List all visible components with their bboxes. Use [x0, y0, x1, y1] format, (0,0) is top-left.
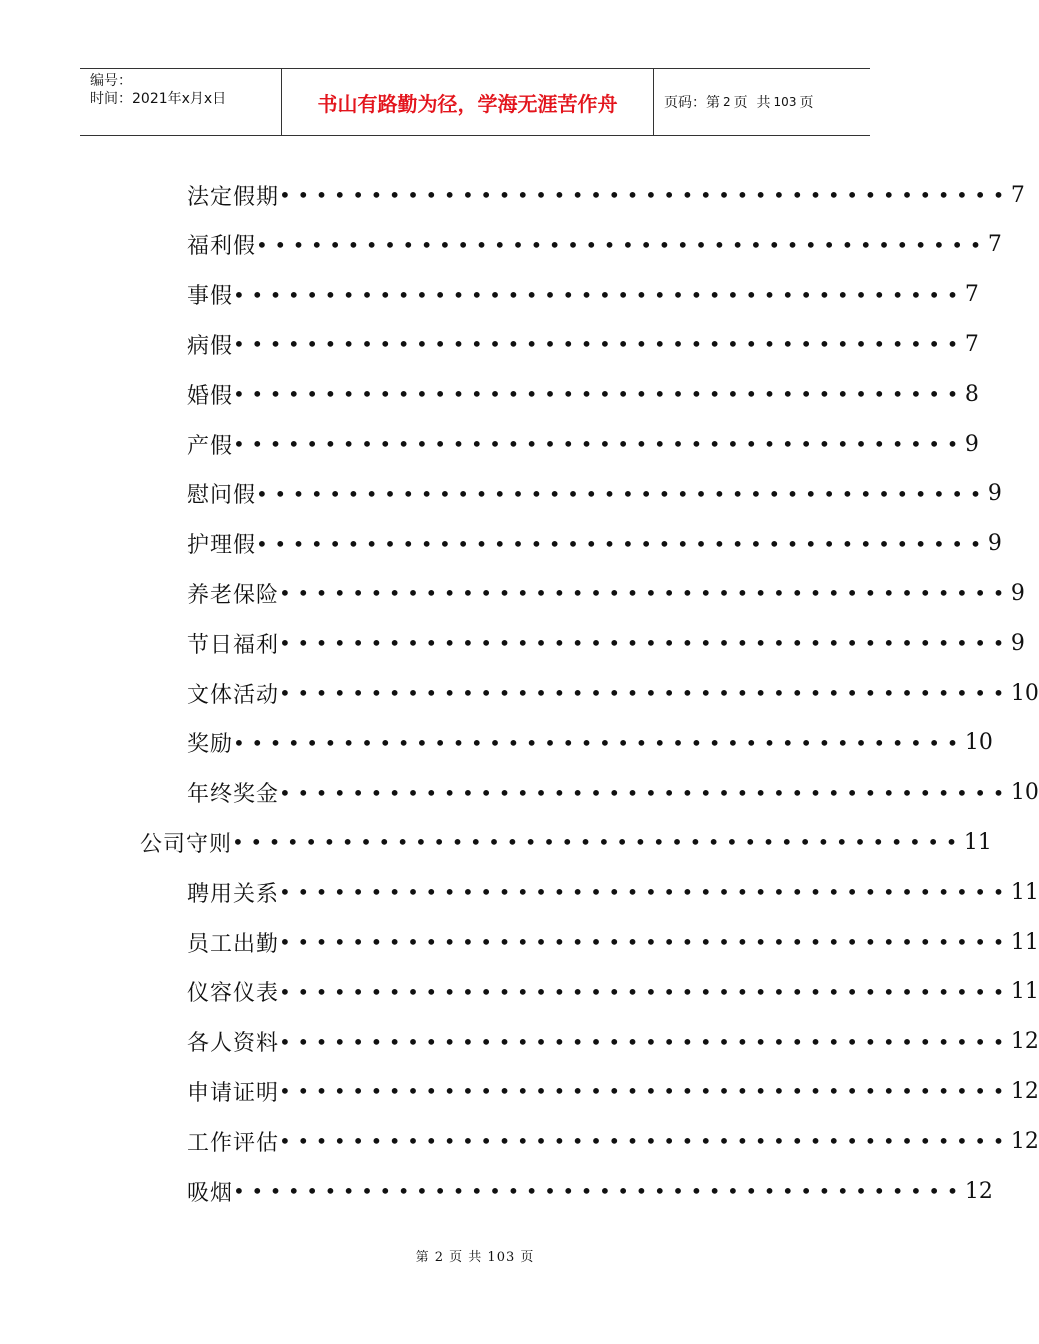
toc-entry-page: 12 [1010, 1128, 1039, 1154]
toc-entry-page: 9 [1010, 580, 1025, 606]
toc-leader-dots: •••••••••••••••••••••••••••••••••••••••• [256, 232, 988, 257]
toc-entry[interactable] [187, 270, 979, 320]
toc-entry[interactable] [187, 419, 979, 469]
toc-entry[interactable] [187, 668, 1039, 718]
document-time: 时间：2021年x月x日 [90, 91, 227, 107]
toc-leader-dots: •••••••••••••••••••••••••••••••••••••••• [279, 581, 1011, 606]
document-number: 编号： [90, 73, 132, 89]
header-motto: 书山有路勤为径，学海无涯苦作舟 [282, 69, 654, 135]
toc-leader-dots: •••••••••••••••••••••••••••••••••••••••• [279, 631, 1011, 656]
toc-leader-dots: •••••••••••••••••••••••••••••••••••••••• [256, 531, 988, 556]
toc-entry-label: 仪容仪表 [187, 981, 280, 1007]
page-footer: 第 2 页 共 103 页 [415, 1250, 535, 1265]
page-mid: 页 共 [733, 95, 771, 111]
toc-entry-page: 11 [1010, 879, 1039, 905]
toc-entry-label: 养老保险 [187, 582, 280, 608]
toc-entry-page: 9 [1010, 630, 1025, 656]
toc-entry[interactable] [187, 319, 979, 369]
toc-entry[interactable] [187, 967, 1039, 1017]
toc-entry-label: 各人资料 [187, 1031, 280, 1057]
toc-leader-dots: •••••••••••••••••••••••••••••••••••••••• [279, 979, 1011, 1004]
toc-entry[interactable] [140, 817, 992, 867]
toc-entry[interactable] [187, 1116, 1039, 1166]
toc-entry-page: 12 [1010, 1078, 1039, 1104]
toc-entry-label: 法定假期 [187, 184, 280, 210]
page-total: 103 [773, 95, 797, 109]
toc-entry-page: 9 [964, 431, 979, 457]
toc-entry[interactable] [187, 1166, 993, 1216]
toc-entry-page: 10 [1010, 780, 1039, 806]
toc-entry-label: 员工出勤 [187, 931, 280, 957]
toc-entry[interactable] [187, 917, 1039, 967]
toc-leader-dots: •••••••••••••••••••••••••••••••••••••••• [279, 1079, 1011, 1104]
toc-leader-dots: •••••••••••••••••••••••••••••••••••••••• [256, 481, 988, 506]
toc-entry[interactable] [187, 867, 1039, 917]
toc-leader-dots: •••••••••••••••••••••••••••••••••••••••• [279, 681, 1011, 705]
toc-leader-dots: •••••••••••••••••••••••••••••••••••••••• [279, 183, 1011, 207]
toc-leader-dots: •••••••••••••••••••••••••••••••••••••••• [233, 1179, 965, 1203]
toc-entry-label: 工作评估 [187, 1130, 280, 1156]
toc-entry[interactable] [187, 568, 1025, 618]
toc-entry-label: 事假 [187, 284, 234, 310]
toc-entry-label: 病假 [187, 333, 234, 359]
toc-entry-label: 文体活动 [187, 682, 280, 708]
toc-entry[interactable] [187, 170, 1025, 220]
toc-entry[interactable] [187, 469, 1002, 519]
toc-entry-label: 聘用关系 [187, 881, 280, 907]
toc-entry-page: 7 [964, 282, 979, 308]
toc-entry[interactable] [187, 1066, 1039, 1116]
toc-entry-label: 申请证明 [187, 1080, 280, 1106]
page-header [80, 68, 870, 136]
toc-entry-page: 8 [964, 381, 979, 407]
header-meta [80, 69, 282, 135]
toc-entry-label: 公司守则 [140, 831, 233, 857]
toc-leader-dots: •••••••••••••••••••••••••••••••••••••••• [279, 1029, 1011, 1054]
toc-leader-dots: •••••••••••••••••••••••••••••••••••••••• [279, 780, 1011, 805]
toc-entry[interactable] [187, 1017, 1039, 1067]
page-prefix: 页码：第 [664, 95, 720, 111]
toc-entry-page: 11 [1010, 979, 1039, 1005]
toc-entry-label: 婚假 [187, 383, 234, 409]
toc-leader-dots: •••••••••••••••••••••••••••••••••••••••• [232, 830, 964, 855]
toc-entry-label: 护理假 [187, 533, 257, 559]
toc-leader-dots: •••••••••••••••••••••••••••••••••••••••• [233, 282, 965, 307]
page-current: 2 [723, 95, 731, 109]
toc-entry-page: 11 [1010, 929, 1039, 955]
toc-entry[interactable] [187, 220, 1002, 270]
toc-leader-dots: •••••••••••••••••••••••••••••••••••••••• [279, 1129, 1011, 1154]
toc-entry-label: 节日福利 [187, 632, 280, 658]
toc-entry-label: 福利假 [187, 234, 257, 260]
toc-leader-dots: •••••••••••••••••••••••••••••••••••••••• [279, 930, 1011, 954]
toc-entry-page: 12 [964, 1178, 993, 1204]
toc-entry-page: 9 [987, 531, 1002, 557]
toc-leader-dots: •••••••••••••••••••••••••••••••••••••••• [233, 382, 965, 407]
toc-entry-label: 慰问假 [187, 483, 257, 509]
toc-entry-label: 产假 [187, 433, 234, 459]
toc-entry-page: 12 [1010, 1029, 1039, 1055]
toc-entry-label: 奖励 [187, 732, 234, 758]
toc-entry[interactable] [187, 369, 979, 419]
toc-entry[interactable] [187, 519, 1002, 569]
toc-entry-page: 10 [964, 730, 993, 756]
toc-leader-dots: •••••••••••••••••••••••••••••••••••••••• [233, 730, 965, 755]
toc-leader-dots: •••••••••••••••••••••••••••••••••••••••• [233, 332, 965, 357]
toc-entry[interactable] [187, 768, 1039, 818]
toc-entry-label: 吸烟 [187, 1180, 234, 1206]
toc-entry-page: 9 [987, 481, 1002, 507]
toc-entry[interactable] [187, 618, 1025, 668]
toc-leader-dots: •••••••••••••••••••••••••••••••••••••••• [279, 880, 1011, 905]
toc-leader-dots: •••••••••••••••••••••••••••••••••••••••• [233, 432, 965, 456]
toc-entry-label: 年终奖金 [187, 782, 280, 808]
page-suffix: 页 [799, 95, 814, 111]
toc-entry-page: 7 [1010, 182, 1025, 208]
toc-entry-page: 7 [987, 232, 1002, 258]
header-page-info [654, 69, 870, 135]
toc-entry-page: 10 [1010, 680, 1039, 706]
toc-entry[interactable] [187, 718, 993, 768]
toc-entry-page: 7 [964, 331, 979, 357]
toc-entry-page: 11 [963, 829, 992, 855]
